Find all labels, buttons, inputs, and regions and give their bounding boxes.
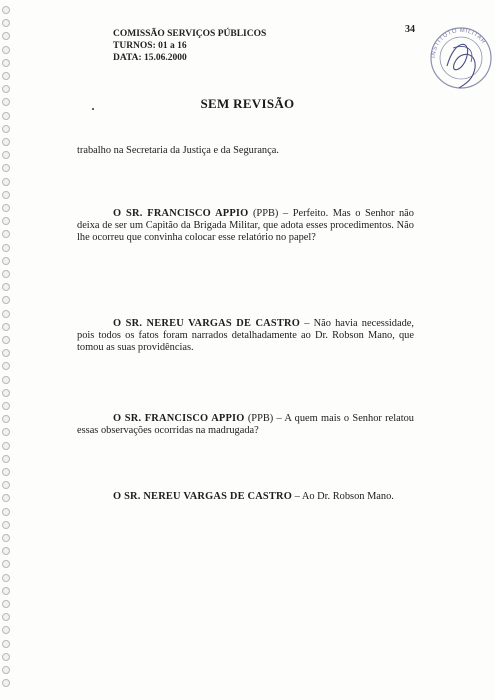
- binder-hole: [2, 112, 10, 120]
- binder-hole: [2, 560, 10, 568]
- binder-hole: [2, 72, 10, 80]
- binder-hole: [2, 415, 10, 423]
- binder-hole: [2, 613, 10, 621]
- binder-hole: [2, 481, 10, 489]
- paragraph-text: – Não havia necessidade, pois todos os fatos foram narrados detalhadamente ao Dr. Robson Mano, que tomou as suas providências.: [77, 318, 414, 354]
- binder-hole: [2, 389, 10, 397]
- speaker-name: O SR. FRANCISCO APPIO: [113, 208, 249, 219]
- speaker-name: O SR. NEREU VARGAS DE CASTRO: [113, 318, 300, 329]
- header-date: DATA: 15.06.2000: [113, 53, 187, 63]
- binder-hole: [2, 679, 10, 687]
- binder-hole: [2, 600, 10, 608]
- binder-hole: [2, 164, 10, 172]
- paragraph-statement: [77, 491, 414, 503]
- revision-heading: SEM REVISÃO: [200, 96, 295, 111]
- paragraph-text: (PPB) – A quem mais o Senhor relatou essas observações ocorridas na madrugada?: [77, 413, 414, 437]
- binder-hole: [2, 574, 10, 582]
- binder-hole: [2, 494, 10, 502]
- paragraph-text: – Ao Dr. Robson Mano.: [292, 491, 394, 502]
- binder-hole: [2, 283, 10, 291]
- paragraph-text: trabalho na Secretaria da Justiça e da Segurança.: [77, 145, 279, 156]
- page-number: 34: [405, 24, 415, 35]
- document-header: [113, 28, 266, 64]
- binder-hole: [2, 59, 10, 67]
- binder-hole: [2, 296, 10, 304]
- binder-hole: [2, 534, 10, 542]
- binder-hole: [2, 376, 10, 384]
- binder-hole: [2, 310, 10, 318]
- paragraph-statement: [77, 413, 414, 437]
- binder-hole: [2, 362, 10, 370]
- binder-hole: [2, 230, 10, 238]
- binder-hole: [2, 257, 10, 265]
- svg-text:INSTITUTO MILITAR: [431, 28, 486, 58]
- binder-hole: [2, 349, 10, 357]
- binder-hole: [2, 428, 10, 436]
- binder-hole: [2, 547, 10, 555]
- binder-hole: [2, 244, 10, 252]
- binder-hole: [2, 587, 10, 595]
- binder-hole: [2, 191, 10, 199]
- paragraph-statement: [77, 208, 414, 245]
- binder-hole: [2, 125, 10, 133]
- binder-hole: [2, 455, 10, 463]
- binder-hole: [2, 653, 10, 661]
- paragraph-continuation: [77, 145, 414, 157]
- binder-hole: [2, 323, 10, 331]
- paragraph-statement: [77, 318, 414, 355]
- binder-hole: [2, 508, 10, 516]
- binder-hole: [2, 32, 10, 40]
- binder-hole: [2, 178, 10, 186]
- paragraph-text: (PPB) – Perfeito. Mas o Senhor não deixa de ser um Capitão da Brigada Militar, que adota esses procedimentos. Não lhe ocorreu que convinha colocar esse relatório no papel?: [77, 208, 414, 244]
- binder-hole: [2, 270, 10, 278]
- stamp-lettering: INSTITUTO MILITAR: [430, 27, 487, 59]
- binder-hole: [2, 151, 10, 159]
- binder-hole: [2, 85, 10, 93]
- institution-stamp: [425, 18, 493, 106]
- binder-hole: [2, 442, 10, 450]
- ink-dot: [92, 108, 94, 110]
- binder-hole: [2, 46, 10, 54]
- binder-hole: [2, 19, 10, 27]
- binder-hole: [2, 626, 10, 634]
- binder-hole: [2, 402, 10, 410]
- header-commission: COMISSÃO SERVIÇOS PÚBLICOS: [113, 29, 267, 39]
- binder-hole: [2, 640, 10, 648]
- binder-hole: [2, 204, 10, 212]
- binder-hole: [2, 6, 10, 14]
- header-shifts: TURNOS: 01 a 16: [113, 41, 187, 51]
- speaker-name: O SR. NEREU VARGAS DE CASTRO: [113, 491, 293, 502]
- speaker-name: O SR. FRANCISCO APPIO: [113, 413, 245, 424]
- binder-hole: [2, 336, 10, 344]
- binder-hole: [2, 666, 10, 674]
- binder-hole: [2, 138, 10, 146]
- binder-hole: [2, 217, 10, 225]
- binder-hole: [2, 468, 10, 476]
- binder-hole: [2, 521, 10, 529]
